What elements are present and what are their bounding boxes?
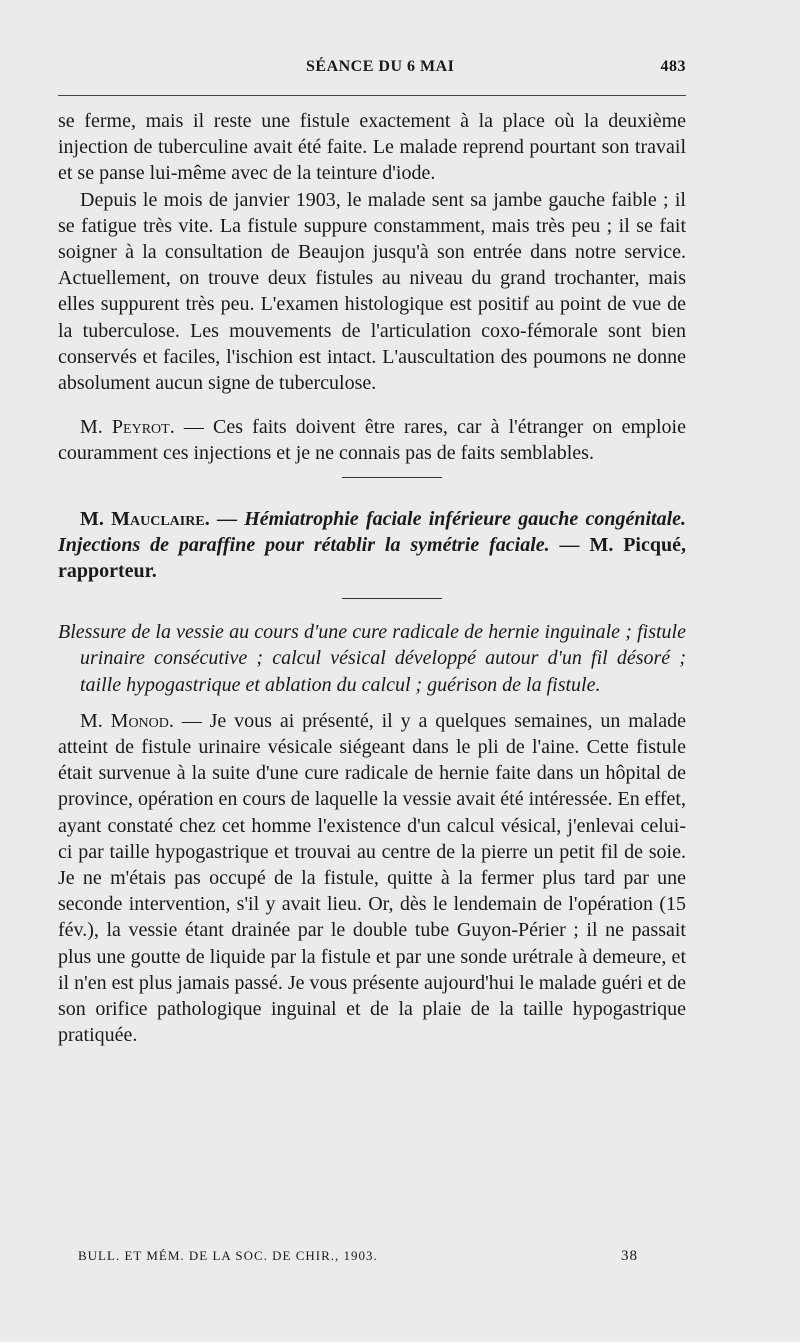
paragraph-peyrot — [58, 414, 686, 466]
monod-text: — Je vous ai présenté, il y a quelques semaines, un malade atteint de fistule urinaire vésicale siégeant dans le pli de l'aine. Cette fistule était survenue à la suite d'une cure radicale de hernie faite dans un hôpital de province, opération en cours de laquelle la vessie avait été intéressée. En effet, ayant constaté chez cet homme l'existence d'un calcul vésical, j'enlevai celui-ci par taille hypogastrique et trouvai au centre de la pierre un petit fil de soie. Je ne m'étais pas occupé de la fistule, quitte à la fermer plus tard par une seconde intervention, s'il y avait lieu. Or, dès le lendemain de l'opération (15 fév.), la vessie étant drainée par le double tube Guyon-Périer ; il ne passait plus une goutte de liquide par la fistule et par une sonde urétrale à demeure, et il n'en est plus jamais passé. Je vous présente aujourd'hui le malade guéri et de son orifice pathologique inguinal et de la plaie de la taille hypogastrique pratiquée. — [58, 709, 686, 1047]
article-title: Blessure de la vessie au cours d'une cure radicale de hernie inguinale ; fistule urinaire consécutive ; calcul vésical développé autour d'un fil désoré ; taille hypogastrique et ablation du calcul ; guérison de la fistule. — [58, 621, 686, 696]
peyrot-text: — Ces faits doivent être rares, car à l'étranger on emploie couramment ces injections et je ne connais pas de faits semblables. — [58, 416, 686, 465]
footer-signature: 38 — [621, 1248, 638, 1264]
running-title: SÉANCE DU 6 MAI — [306, 58, 455, 75]
speaker-peyrot: M. Peyrot. — [80, 416, 175, 439]
page — [58, 58, 686, 1049]
page-number: 483 — [660, 58, 686, 75]
header-rule — [58, 95, 686, 96]
paragraph-mauclaire — [58, 506, 686, 585]
running-head — [58, 58, 686, 86]
section-separator-2 — [342, 598, 442, 599]
mauclaire-title: Hémiatrophie faciale inférieure gauche congénitale. Injections de paraffine pour rétablir la symétrie faciale. — [58, 507, 687, 556]
spacer — [58, 396, 686, 414]
footer-journal: BULL. ET MÉM. DE LA SOC. DE CHIR., 1903. — [78, 1248, 378, 1263]
speaker-mauclaire: M. Mauclaire. — [80, 507, 210, 530]
mauclaire-reporter: — M. Picqué, rapporteur. — [58, 533, 686, 583]
speaker-monod: M. Monod. — [80, 709, 174, 732]
mauclaire-dash: — — [209, 507, 245, 530]
spacer — [58, 698, 686, 708]
section-separator — [342, 477, 442, 478]
paragraph-case-history: Depuis le mois de janvier 1903, le malade sent sa jambe gauche faible ; il se fatigue très vite. La fistule suppure constamment, mais très peu ; il se fait soigner à la consultation de Beaujon jusqu'à son entrée dans notre service. Actuellement, on trouve deux fistules au niveau du grand trochanter, mais elles suppurent très peu. L'examen histologique est positif au point de vue de la tuberculose. Les mouvements de l'articulation coxo-fémorale sont bien conservés et faciles, l'ischion est intact. L'auscultation des poumons ne donne absolument aucun signe de tuberculose. — [58, 188, 686, 395]
paragraph-continuation: se ferme, mais il reste une fistule exactement à la place où la deuxième injection de tuberculine avait été faite. Le malade reprend pourtant son travail et se panse lui-même avec de la teinture d'iode. — [58, 110, 686, 185]
paragraph-monod — [58, 708, 686, 1049]
page-footer — [78, 1248, 638, 1265]
